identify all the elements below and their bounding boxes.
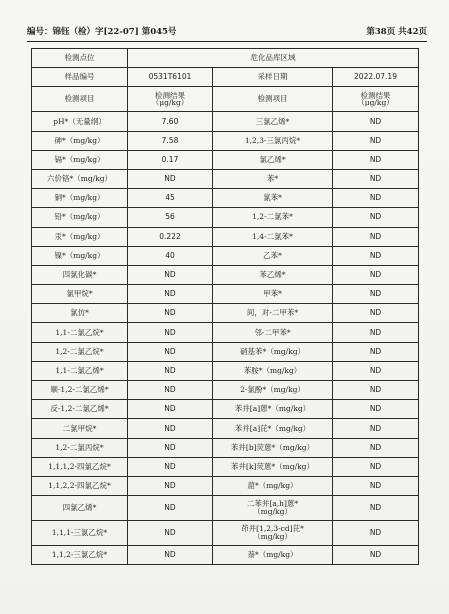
table-row xyxy=(32,227,419,246)
item-result: ND xyxy=(128,546,213,565)
item-name-b: 苯并[a]蒽*（mg/kg） xyxy=(213,400,333,419)
item-result-b: ND xyxy=(333,546,419,565)
item-result: ND xyxy=(128,285,213,304)
item-header-b: 检测项目 xyxy=(213,87,333,112)
item-result: ND xyxy=(128,400,213,419)
item-name: 砷*（mg/kg） xyxy=(32,131,128,150)
sample-date-value: 2022.07.19 xyxy=(333,68,419,87)
item-name-b-line2: （mg/kg） xyxy=(253,532,292,542)
table-row xyxy=(32,521,419,546)
item-result: 7.58 xyxy=(128,131,213,150)
item-name-b: 苯并[k]荧蒽*（mg/kg） xyxy=(213,457,333,476)
item-name: 1,1,2-三氯乙烷* xyxy=(32,546,128,565)
item-result-b: ND xyxy=(333,265,419,284)
item-result: 45 xyxy=(128,189,213,208)
item-name: 四氯乙烯* xyxy=(32,496,128,521)
item-result: ND xyxy=(128,457,213,476)
item-result: ND xyxy=(128,438,213,457)
result-header-b-line1: 检测结果 xyxy=(360,90,391,100)
item-name: 六价铬*（mg/kg） xyxy=(32,169,128,188)
item-name: 氯甲烷* xyxy=(32,285,128,304)
item-result: ND xyxy=(128,476,213,495)
item-result-b: ND xyxy=(333,285,419,304)
item-name-b: 硝基苯*（mg/kg） xyxy=(213,342,333,361)
page-header xyxy=(27,22,427,40)
item-result: ND xyxy=(128,304,213,323)
table-row xyxy=(32,189,419,208)
item-name-b: 苯乙烯* xyxy=(213,265,333,284)
sample-no-label: 样品编号 xyxy=(32,68,128,87)
table-row xyxy=(32,208,419,227)
item-name-b: 氯苯* xyxy=(213,189,333,208)
table-row xyxy=(32,476,419,495)
item-name-b: 苯并[a]芘*（mg/kg） xyxy=(213,419,333,438)
table-row xyxy=(32,49,419,68)
item-result: ND xyxy=(128,496,213,521)
item-result: 0.222 xyxy=(128,227,213,246)
item-name-b: 1,2-二氯苯* xyxy=(213,208,333,227)
item-result: ND xyxy=(128,381,213,400)
table-row xyxy=(32,246,419,265)
item-result-b: ND xyxy=(333,419,419,438)
result-header-b xyxy=(333,87,419,112)
item-result: 56 xyxy=(128,208,213,227)
item-name: 氯仿* xyxy=(32,304,128,323)
item-result-b: ND xyxy=(333,342,419,361)
item-name-b: 苯* xyxy=(213,169,333,188)
table-row xyxy=(32,112,419,131)
item-result-b: ND xyxy=(333,400,419,419)
item-result-b: ND xyxy=(333,246,419,265)
item-header: 检测项目 xyxy=(32,87,128,112)
item-name-b: 乙苯* xyxy=(213,246,333,265)
item-name-b: 氯乙烯* xyxy=(213,150,333,169)
table-row xyxy=(32,131,419,150)
table-row xyxy=(32,438,419,457)
item-result-b: ND xyxy=(333,323,419,342)
item-result: 0.17 xyxy=(128,150,213,169)
item-result-b: ND xyxy=(333,361,419,380)
item-name-b: 苯并[b]荧蒽*（mg/kg） xyxy=(213,438,333,457)
item-name: 1,2-二氯丙烷* xyxy=(32,438,128,457)
item-name-b: 苯胺*（mg/kg） xyxy=(213,361,333,380)
table-row xyxy=(32,381,419,400)
item-name: 1,1,1-三氯乙烷* xyxy=(32,521,128,546)
point-value: 危化品库区域 xyxy=(128,49,419,68)
result-header-b-line2: （μg/kg） xyxy=(357,98,394,108)
item-result-b: ND xyxy=(333,476,419,495)
result-header-line2: （μg/kg） xyxy=(151,98,189,108)
table-row xyxy=(32,68,419,87)
table-row xyxy=(32,150,419,169)
table-row xyxy=(32,87,419,112)
item-name: 1,1-二氯乙烯* xyxy=(32,361,128,380)
item-result: ND xyxy=(128,342,213,361)
table-row xyxy=(32,546,419,565)
page-counter: 第38页 共42页 xyxy=(366,27,427,37)
item-name: 镍*（mg/kg） xyxy=(32,246,128,265)
item-result-b: ND xyxy=(333,304,419,323)
item-result: ND xyxy=(128,521,213,546)
item-result-b: ND xyxy=(333,112,419,131)
item-name: 顺-1,2-二氯乙烯* xyxy=(32,381,128,400)
item-result-b: ND xyxy=(333,381,419,400)
item-name: 1,2-二氯乙烷* xyxy=(32,342,128,361)
item-result-b: ND xyxy=(333,169,419,188)
item-name-b: 萘*（mg/kg） xyxy=(213,546,333,565)
item-result-b: ND xyxy=(333,521,419,546)
item-name-b-line1: 茚并[1,2,3-cd]芘* xyxy=(241,524,304,534)
item-result-b: ND xyxy=(333,150,419,169)
item-result: 7.60 xyxy=(128,112,213,131)
item-name: 1,1,1,2-四氯乙烷* xyxy=(32,457,128,476)
item-name-b: 1,4-二氯苯* xyxy=(213,227,333,246)
item-name-b: 三氯乙烯* xyxy=(213,112,333,131)
item-name-b: 邻-二甲苯* xyxy=(213,323,333,342)
table-row xyxy=(32,304,419,323)
item-name: 汞*（mg/kg） xyxy=(32,227,128,246)
item-result: ND xyxy=(128,419,213,438)
result-header xyxy=(128,87,213,112)
table-row xyxy=(32,457,419,476)
item-result: ND xyxy=(128,169,213,188)
table-row xyxy=(32,285,419,304)
item-name: 二氯甲烷* xyxy=(32,419,128,438)
item-result: ND xyxy=(128,265,213,284)
item-result-b: ND xyxy=(333,457,419,476)
item-result-b: ND xyxy=(333,438,419,457)
table-row xyxy=(32,342,419,361)
sample-no-value: 0531T6101 xyxy=(128,68,213,87)
table-row xyxy=(32,169,419,188)
table-row xyxy=(32,323,419,342)
item-name-b: 间，对-二甲苯* xyxy=(213,304,333,323)
table-row xyxy=(32,265,419,284)
table-row xyxy=(32,496,419,521)
item-name: 铅*（mg/kg） xyxy=(32,208,128,227)
item-result: 40 xyxy=(128,246,213,265)
item-name-b xyxy=(213,521,333,546)
item-result-b: ND xyxy=(333,208,419,227)
table-row xyxy=(32,361,419,380)
point-label: 检测点位 xyxy=(32,49,128,68)
item-result-b: ND xyxy=(333,189,419,208)
table-row xyxy=(32,400,419,419)
item-result: ND xyxy=(128,323,213,342)
item-name: 四氯化碳* xyxy=(32,265,128,284)
item-name-b: 䓛*（mg/kg） xyxy=(213,476,333,495)
item-result-b: ND xyxy=(333,131,419,150)
item-name: 1,1-二氯乙烷* xyxy=(32,323,128,342)
test-results-table xyxy=(31,48,419,565)
item-name: pH*（无量纲） xyxy=(32,112,128,131)
table-row xyxy=(32,419,419,438)
item-name-b xyxy=(213,496,333,521)
item-name-b: 甲苯* xyxy=(213,285,333,304)
result-header-line1: 检测结果 xyxy=(155,90,185,100)
item-result-b: ND xyxy=(333,496,419,521)
header-divider xyxy=(27,41,427,42)
report-number: 编号：锦钰（检）字[22-07] 第045号 xyxy=(27,27,177,37)
item-name-b: 2-氯酚*（mg/kg） xyxy=(213,381,333,400)
item-name-b: 1,2,3-三氯丙烷* xyxy=(213,131,333,150)
sample-date-label: 采样日期 xyxy=(213,68,333,87)
item-name: 1,1,2,2-四氯乙烷* xyxy=(32,476,128,495)
item-name-b-line2: （mg/kg） xyxy=(253,507,292,517)
item-result: ND xyxy=(128,361,213,380)
item-name: 反-1,2-二氯乙烯* xyxy=(32,400,128,419)
item-name: 铜*（mg/kg） xyxy=(32,189,128,208)
item-name-b-line1: 二苯并[a,h]蒽* xyxy=(246,499,299,509)
item-name: 镉*（mg/kg） xyxy=(32,150,128,169)
item-result-b: ND xyxy=(333,227,419,246)
